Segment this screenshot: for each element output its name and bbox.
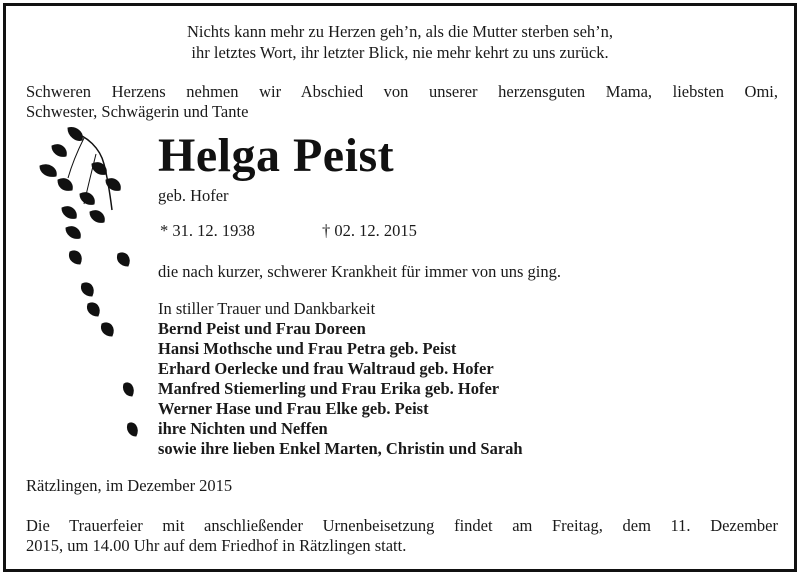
mourner-name: Werner Hase und Frau Elke geb. Peist xyxy=(158,399,429,418)
mourner-name: sowie ihre lieben Enkel Marten, Christin und Sarah xyxy=(158,439,523,458)
birth-date: * 31. 12. 1938 xyxy=(160,221,255,240)
falling-leaves-icon xyxy=(32,124,152,454)
death-date: † 02. 12. 2015 xyxy=(322,221,417,240)
ceremony-line-1: Die Trauerfeier mit anschließender Urnenbeisetzung findet am Freitag, dem 11. Dezember xyxy=(26,516,778,535)
maiden-name: geb. Hofer xyxy=(158,186,229,205)
passing-text: die nach kurzer, schwerer Krankheit für immer von uns ging. xyxy=(158,262,561,281)
intro-line-2: Schwester, Schwägerin und Tante xyxy=(26,102,249,121)
mourner-name: ihre Nichten und Neffen xyxy=(158,419,328,438)
quote-line-1: Nichts kann mehr zu Herzen geh’n, als die Mutter sterben seh’n, xyxy=(186,22,614,41)
quote-line-2: ihr letztes Wort, ihr letzter Blick, nie mehr kehrt zu uns zurück. xyxy=(191,43,609,62)
mourner-name: Hansi Mothsche und Frau Petra geb. Peist xyxy=(158,339,457,358)
mourners-heading: In stiller Trauer und Dankbarkeit xyxy=(158,299,376,318)
intro-line-1: Schweren Herzens nehmen wir Abschied von unserer herzensguten Mama, liebsten Omi, xyxy=(26,82,778,101)
mourner-name: Bernd Peist und Frau Doreen xyxy=(158,319,366,338)
deceased-name: Helga Peist xyxy=(158,129,395,182)
obituary-notice xyxy=(3,3,797,572)
mourner-name: Erhard Oerlecke und frau Waltraud geb. Hofer xyxy=(158,359,494,378)
mourner-name: Manfred Stiemerling und Frau Erika geb. Hofer xyxy=(158,379,500,398)
ceremony-line-2: 2015, um 14.00 Uhr auf dem Friedhof in Rätzlingen statt. xyxy=(26,536,407,555)
place-date: Rätzlingen, im Dezember 2015 xyxy=(26,476,233,495)
